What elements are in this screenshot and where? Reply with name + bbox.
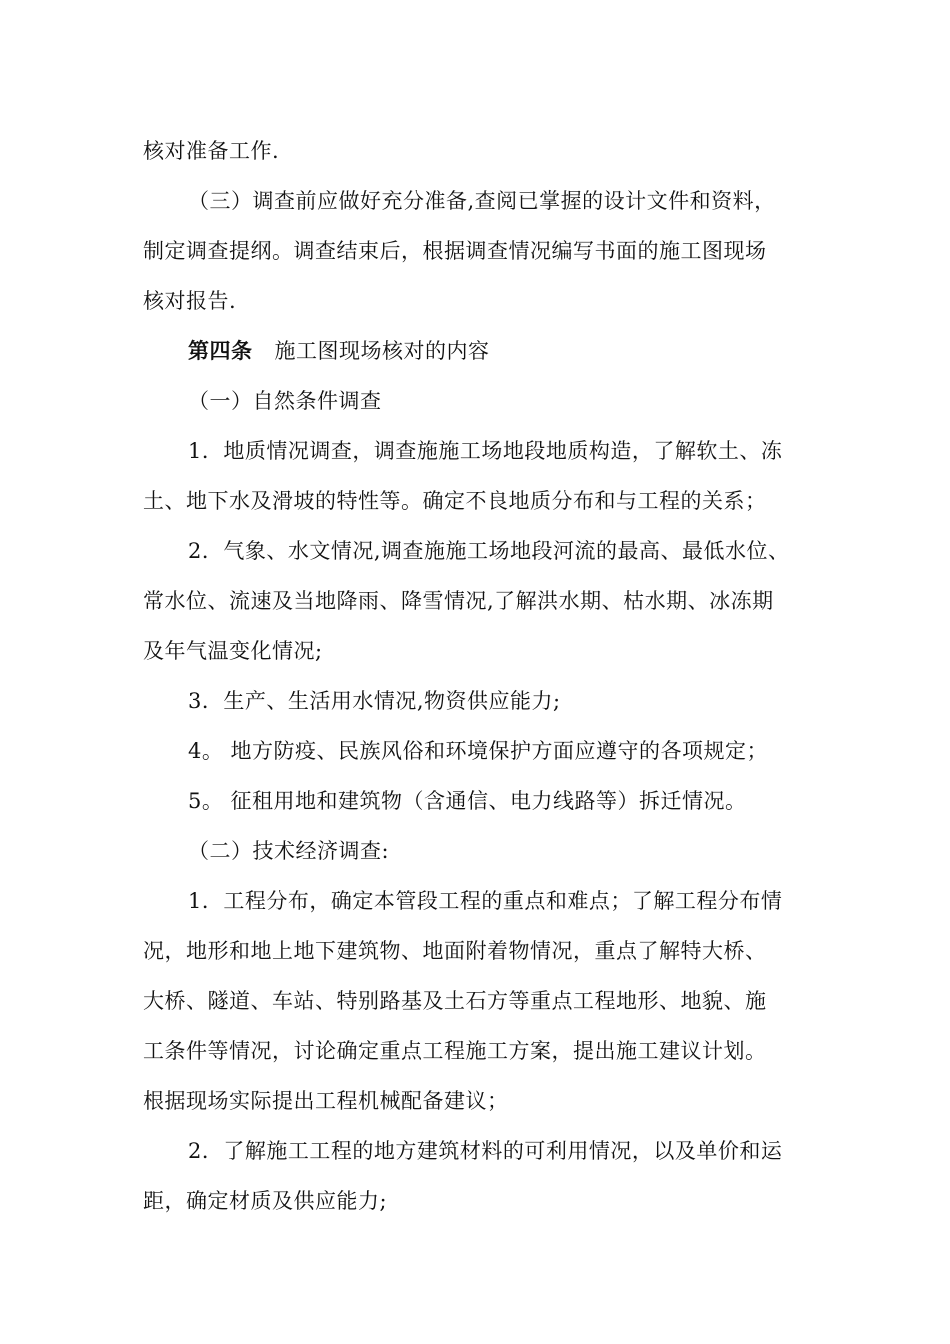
section-heading: （二）技术经济调查: xyxy=(188,839,390,863)
paragraph-line: 5。 征租用地和建筑物（含通信、电力线路等）拆迁情况。 xyxy=(188,789,747,813)
paragraph-line: （三）调查前应做好充分准备,查阅已掌握的设计文件和资料， xyxy=(188,189,776,213)
paragraph-line: 制定调查提纲。调查结束后，根据调查情况编写书面的施工图现场 xyxy=(143,239,767,263)
paragraph-line: 根据现场实际提出工程机械配备建议； xyxy=(143,1089,509,1113)
paragraph-line: 核对准备工作. xyxy=(143,139,280,163)
paragraph-line: 2．了解施工工程的地方建筑材料的可利用情况，以及单价和运 xyxy=(188,1139,783,1163)
paragraph-line: 距，确定材质及供应能力; xyxy=(143,1189,388,1213)
paragraph-line: 土、地下水及滑坡的特性等。确定不良地质分布和与工程的关系； xyxy=(143,489,767,513)
paragraph-line: 4。 地方防疫、民族风俗和环境保护方面应遵守的各项规定； xyxy=(188,739,769,763)
paragraph-line: 及年气温变化情况; xyxy=(143,639,323,663)
article-heading xyxy=(188,337,878,365)
paragraph-line: 工条件等情况，讨论确定重点工程施工方案，提出施工建议计划。 xyxy=(143,1039,767,1063)
paragraph-line: 1．地质情况调查，调查施施工场地段地质构造，了解软土、冻 xyxy=(188,439,783,463)
paragraph-line: 常水位、流速及当地降雨、降雪情况,了解洪水期、枯水期、冰冻期 xyxy=(143,589,774,613)
paragraph-line: 大桥、隧道、车站、特别路基及土石方等重点工程地形、地貌、施 xyxy=(143,989,767,1013)
paragraph-line: 核对报告. xyxy=(143,289,237,313)
paragraph-line: 1．工程分布，确定本管段工程的重点和难点；了解工程分布情 xyxy=(188,889,783,913)
paragraph-line: 2．气象、水文情况,调查施施工场地段河流的最高、最低水位、 xyxy=(188,539,790,563)
section-heading: （一）自然条件调查 xyxy=(188,389,382,413)
paragraph-line: 况，地形和地上地下建筑物、地面附着物情况，重点了解特大桥、 xyxy=(143,939,767,963)
article-number: 第四条 xyxy=(188,338,253,363)
article-title: 施工图现场核对的内容 xyxy=(274,339,490,363)
paragraph-line: 3．生产、生活用水情况,物资供应能力; xyxy=(188,689,561,713)
